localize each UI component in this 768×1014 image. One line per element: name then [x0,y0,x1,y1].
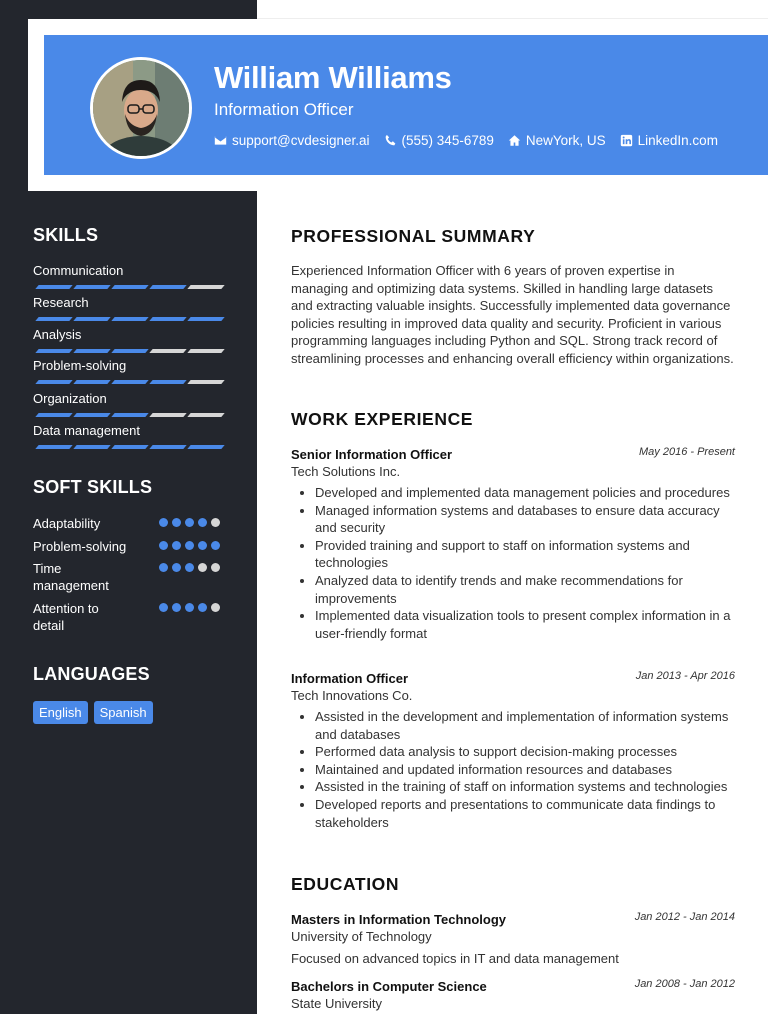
degree-title: Masters in Information Technology [291,912,507,927]
education-heading: EDUCATION [291,874,400,894]
soft-skill-item [33,515,223,532]
rating-dot [159,603,168,612]
skill-level-bar [35,380,224,384]
skill-segment [35,285,72,289]
job-entry [291,446,735,642]
skill-segment [187,445,224,449]
skill-name: Communication [33,263,124,278]
job-bullet: • Developed and implemented data management policies and procedures [315,484,735,502]
skill-segment [35,445,72,449]
education-entry [291,911,735,966]
skill-segment [111,380,148,384]
skill-segment [73,413,110,417]
job-bullets [291,708,735,831]
header-banner [44,35,768,175]
rating-dot [159,563,168,572]
skill-level-bar [35,445,224,449]
skill-item [33,263,223,289]
soft-skill-item [33,538,223,555]
skill-name: Organization [33,391,107,406]
job-entry [291,670,735,831]
skill-segment [73,445,110,449]
job-title: Senior Information Officer [291,447,453,462]
skill-segment [73,317,110,321]
skill-segment [149,349,186,353]
job-bullets [291,484,735,642]
rating-dot [185,603,194,612]
contact-email[interactable] [214,133,370,148]
skill-segment [111,445,148,449]
soft-skill-item [33,560,223,594]
language-tag: Spanish [94,701,153,724]
job-bullet: • Assisted in the development and implementation of information systems and databases [315,708,735,743]
skill-segment [35,413,72,417]
school-name: State University [291,996,383,1011]
rating-dot [172,563,181,572]
education-note: Focused on advanced topics in IT and data management [291,951,619,966]
education-dates: Jan 2008 - Jan 2012 [634,978,735,990]
contact-phone-text: (555) 345-6789 [401,133,494,148]
contact-location [508,133,606,148]
skill-item [33,327,223,353]
soft-skill-name: Problem-solving [33,539,127,554]
rating-dot [172,541,181,550]
skill-name: Research [33,295,89,310]
skill-segment [111,285,148,289]
skill-item [33,391,223,417]
rating-dot [185,541,194,550]
education-entry [291,978,735,1012]
candidate-name: William Williams [214,60,452,95]
contact-phone[interactable] [384,133,494,148]
skill-segment [149,380,186,384]
skill-segment [73,285,110,289]
job-bullet: • Managed information systems and databases to ensure data accuracy and security [315,502,735,537]
skill-name: Problem-solving [33,358,127,373]
skill-name: Analysis [33,327,82,342]
skill-segment [35,380,72,384]
summary-heading: PROFESSIONAL SUMMARY [291,226,536,246]
rating-dot [172,603,181,612]
skill-segment [149,317,186,321]
job-title: Information Officer [291,671,409,686]
rating-dot [172,518,181,527]
soft-skill-rating [159,541,220,550]
rating-dot [198,518,207,527]
rating-dot [159,541,168,550]
job-company: Tech Solutions Inc. [291,464,401,479]
contact-linkedin-text: LinkedIn.com [637,133,718,148]
languages-heading: LANGUAGES [33,664,150,684]
skill-segment [111,413,148,417]
contact-linkedin[interactable] [620,133,718,148]
summary-text: Experienced Information Officer with 6 years of proven expertise in managing and optimizing data systems. Skilled in handling large datasets and extracting valuable insights. Successfully implemented data governance policies resulting in improved data quality and security. Proficient in various programming languages including Python and SQL. Strong track record of streamlining processes and enhancing overall efficiency within organizations. [291,263,734,366]
soft-skill-item [33,600,223,634]
skill-segment [111,317,148,321]
job-bullet: • Assisted in the training of staff on information systems and technologies [315,778,735,796]
rating-dot [211,518,220,527]
skill-segment [73,380,110,384]
envelope-icon [214,134,227,147]
experience-heading: WORK EXPERIENCE [291,409,474,429]
summary-section [291,262,735,368]
home-icon [508,134,521,147]
rating-dot [211,541,220,550]
profile-photo [90,57,192,159]
soft-skill-name: Adaptability [33,516,101,531]
job-bullet: • Analyzed data to identify trends and make recommendations for improvements [315,572,735,607]
soft-skill-name: Attention to detail [33,601,99,633]
top-strip [257,0,768,19]
contact-email-text: support@cvdesigner.ai [232,133,370,148]
skill-item [33,423,223,449]
language-tag: English [33,701,88,724]
skill-segment [149,413,186,417]
education-dates: Jan 2012 - Jan 2014 [634,911,735,923]
soft-skill-rating [159,563,220,572]
skill-segment [149,445,186,449]
job-bullet: • Maintained and updated information resources and databases [315,761,735,779]
job-dates: Jan 2013 - Apr 2016 [635,670,735,682]
skill-segment [187,317,224,321]
soft-skill-name: Time management [33,561,109,593]
rating-dot [198,541,207,550]
contact-row [214,133,718,148]
skill-segment [149,285,186,289]
skill-item [33,358,223,384]
header-card [28,19,768,191]
job-bullet: • Implemented data visualization tools to present complex information in a user-friendly format [315,607,735,642]
school-name: University of Technology [291,929,432,944]
skill-segment [187,413,224,417]
rating-dot [185,518,194,527]
skill-segment [111,349,148,353]
skill-segment [187,285,224,289]
phone-icon [384,134,397,147]
job-dates: May 2016 - Present [639,446,735,458]
job-company: Tech Innovations Co. [291,688,413,703]
job-bullet: • Developed reports and presentations to communicate data findings to stakeholders [315,796,735,831]
skill-segment [35,317,72,321]
soft-skill-rating [159,518,220,527]
skill-name: Data management [33,423,140,438]
skill-level-bar [35,317,224,321]
soft-skill-rating [159,603,220,612]
skills-heading: SKILLS [33,225,99,245]
profile-photo-image [93,60,189,156]
rating-dot [198,603,207,612]
skill-segment [73,349,110,353]
skill-segment [187,380,224,384]
rating-dot [211,603,220,612]
contact-location-text: NewYork, US [525,133,606,148]
rating-dot [211,563,220,572]
rating-dot [159,518,168,527]
job-bullet: • Performed data analysis to support decision-making processes [315,743,735,761]
linkedin-icon [620,134,633,147]
job-bullet: • Provided training and support to staff on information systems and technologies [315,537,735,572]
skill-level-bar [35,285,224,289]
rating-dot [198,563,207,572]
skill-segment [35,349,72,353]
skill-level-bar [35,413,224,417]
degree-title: Bachelors in Computer Science [291,979,487,994]
skill-level-bar [35,349,224,353]
soft-skills-heading: SOFT SKILLS [33,477,153,497]
skill-item [33,295,223,321]
languages-list [33,701,153,724]
rating-dot [185,563,194,572]
candidate-role: Information Officer [214,100,354,119]
skill-segment [187,349,224,353]
